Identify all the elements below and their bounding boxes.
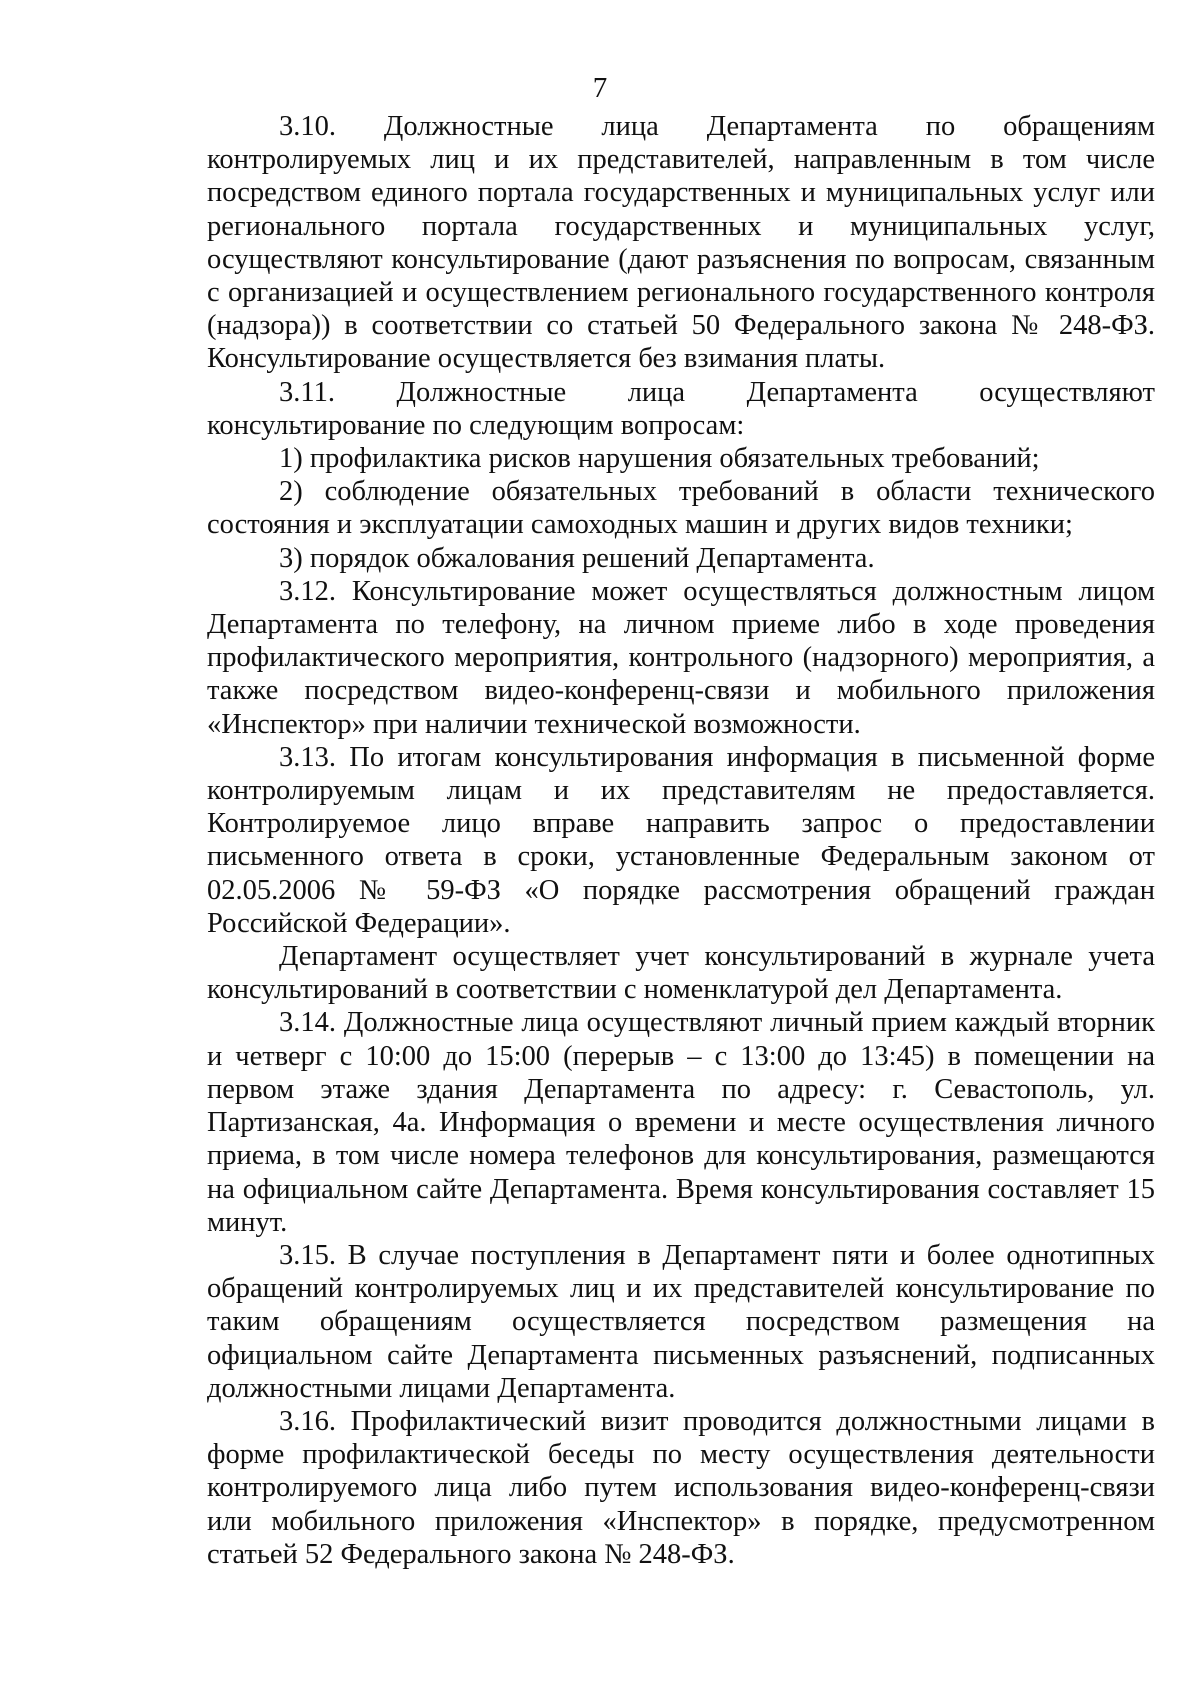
paragraph-3-13: 3.13. По итогам консультирования информация в письменной форме контролируемым лицам и их представителям не предоставляется. Контролируемое лицо вправе направить запрос о предоставлении письменного ответа в сроки, установленные Федеральным законом от 02.05.2006 № 59-ФЗ «О порядке рассмотрения обращений граждан Российской Федерации». [207,741,1155,939]
paragraph-3-10: 3.10. Должностные лица Департамента по обращениям контролируемых лиц и их представителей, направленным в том числе посредством единого портала государственных и муниципальных услуг или регионального портала государственных и муниципальных услуг, осуществляют консультирование (дают разъяснения по вопросам, связанным с организацией и осуществлением регионального государственного контроля (надзора)) в соответствии со статьей 50 Федерального закона № 248-ФЗ. Консультирование осуществляется без взимания платы. [207,111,1155,375]
list-item-3: 3) порядок обжалования решений Департамента. [279,542,875,574]
paragraph-3-12: 3.12. Консультирование может осуществляться должностным лицом Департамента по телефону, на личном приеме либо в ходе проведения профилактического мероприятия, контрольного (надзорного) мероприятия, а также посредством видео-конференц-связи и мобильного приложения «Инспектор» при наличии технической возможности. [207,575,1155,740]
paragraph-3-14: 3.14. Должностные лица осуществляют личный прием каждый вторник и четверг с 10:00 до 15:00 (перерыв – с 13:00 до 13:45) в помещении на первом этаже здания Департамента по адресу: г. Севастополь, ул. Партизанская, 4а. Информация о времени и месте осуществления личного приема, в том числе номера телефонов для консультирования, размещаются на официальном сайте Департамента. Время консультирования составляет 15 минут. [207,1007,1155,1238]
paragraph-3-16: 3.16. Профилактический визит проводится должностными лицами в форме профилактической беседы по месту осуществления деятельности контролируемого лица либо путем использования видео-конференц-связи или мобильного приложения «Инспектор» в порядке, предусмотренном статьей 52 Федерального закона № 248-ФЗ. [207,1405,1155,1570]
list-item-1: 1) профилактика рисков нарушения обязательных требований; [279,443,1040,475]
paragraph-3-11: 3.11. Должностные лица Департамента осуществляют консультирование по следующим вопросам: [207,376,1155,441]
list-item-2: 2) соблюдение обязательных требований в области технического состояния и эксплуатации самоходных машин и других видов техники; [207,476,1155,541]
document-body [207,110,1155,1571]
paragraph-journal: Департамент осуществляет учет консультирований в журнале учета консультирований в соответствии с номенклатурой дел Департамента. [207,941,1155,1006]
page-number: 7 [592,72,608,104]
paragraph-3-15: 3.15. В случае поступления в Департамент пяти и более однотипных обращений контролируемых лиц и их представителей консультирование по таким обращениям осуществляется посредством размещения на официальном сайте Департамента письменных разъяснений, подписанных должностными лицами Департамента. [207,1239,1155,1404]
